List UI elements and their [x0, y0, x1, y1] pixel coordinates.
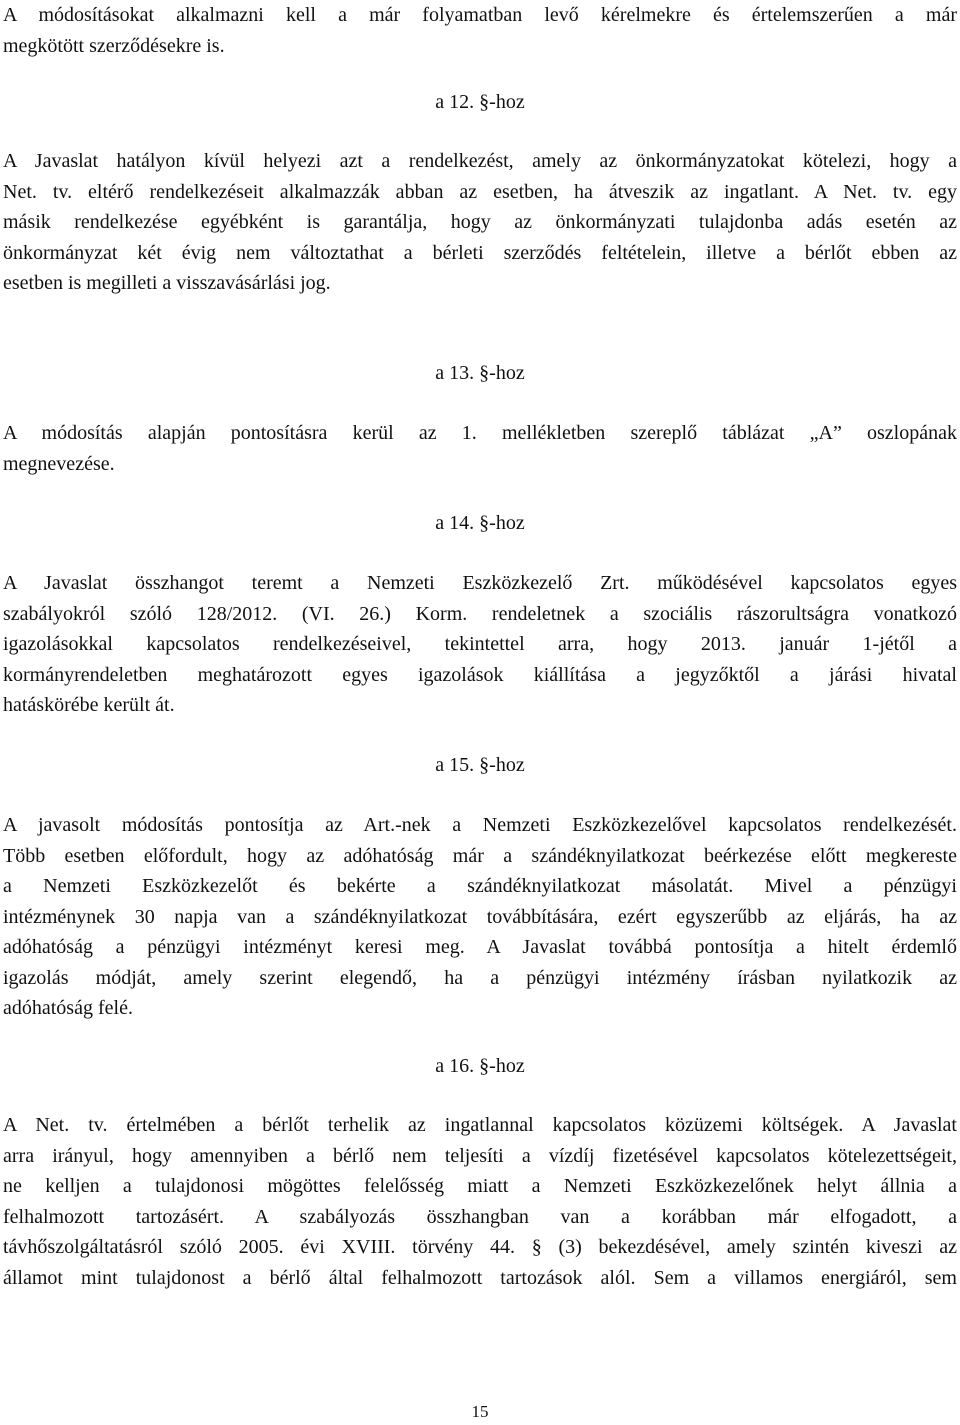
text-line: ne kelljen a tulajdonosi mögöttes felelősség miatt a Nemzeti Eszközkezelőnek helyt állnia a: [3, 1175, 957, 1197]
section-heading-14: a 14. §-hoz: [435, 512, 525, 534]
intro-paragraph: [3, 0, 957, 61]
text-line: A módosítás alapján pontosításra kerül az 1. mellékletben szereplő táblázat „A” oszlopának: [3, 422, 957, 444]
text-line: igazolásokkal kapcsolatos rendelkezéseivel, tekintettel arra, hogy 2013. január 1-jétől a: [3, 633, 957, 655]
text-line: arra irányul, hogy amennyiben a bérlő nem teljesíti a vízdíj fizetésével kapcsolatos kötelezettségeit,: [3, 1144, 957, 1167]
section-paragraph-12: [3, 146, 957, 299]
section-paragraph-13: [3, 418, 957, 479]
text-line: önkormányzat két évig nem változtathat a bérleti szerződés feltételein, illetve a bérlőt ebben az: [3, 241, 957, 264]
text-line: Több esetben előfordult, hogy az adóhatóság már a szándéknyilatkozat beérkezése előtt megkereste: [3, 844, 957, 867]
text-line: felhalmozott tartozásért. A szabályozás összhangban van a korábban már elfogadott, a: [3, 1205, 957, 1228]
section-heading-16: a 16. §-hoz: [435, 1055, 525, 1077]
text-line: A Javaslat összhangot teremt a Nemzeti Eszközkezelő Zrt. működésével kapcsolatos egyes: [3, 572, 957, 594]
text-line: kormányrendeletben meghatározott egyes igazolások kiállítása a jegyzőktől a járási hivatal: [3, 663, 957, 686]
text-line: adóhatóság felé.: [3, 997, 133, 1019]
text-line: megnevezése.: [3, 452, 115, 475]
section-heading-15: a 15. §-hoz: [435, 754, 525, 776]
section-paragraph-14: [3, 568, 957, 721]
page-number: 15: [471, 1402, 489, 1421]
text-line: távhőszolgáltatásról szóló 2005. évi XVIII. törvény 44. § (3) bekezdésével, amely szintén kiveszi az: [3, 1236, 957, 1258]
section-heading-12: a 12. §-hoz: [435, 91, 525, 113]
text-line: adóhatóság a pénzügyi intézményt keresi meg. A Javaslat továbbá pontosítja a hitelt érdemlő: [3, 936, 957, 958]
text-line: A módosításokat alkalmazni kell a már folyamatban levő kérelmekre és értelemszerűen a már: [3, 4, 957, 26]
text-line: Net. tv. eltérő rendelkezéseit alkalmazzák abban az esetben, ha átveszik az ingatlant. A Net. tv. egy: [3, 180, 957, 203]
text-line: másik rendelkezése egyébként is garantálja, hogy az önkormányzati tulajdonba adás esetén az: [3, 211, 957, 233]
text-line: intézménynek 30 napja van a szándéknyilatkozat továbbítására, ezért egyszerűbb az eljárás, ha az: [3, 905, 957, 928]
section-paragraph-15: [3, 810, 957, 1024]
text-line: a Nemzeti Eszközkezelőt és bekérte a szándéknyilatkozat másolatát. Mivel a pénzügyi: [3, 875, 957, 897]
text-line: államot mint tulajdonost a bérlő által felhalmozott tartozások alól. Sem a villamos energiáról, sem: [3, 1266, 957, 1289]
text-line: igazolás módját, amely szerint elegendő, ha a pénzügyi intézmény írásban nyilatkozik az: [3, 966, 957, 989]
text-line: A javasolt módosítás pontosítja az Art.-nek a Nemzeti Eszközkezelővel kapcsolatos rendelkezését.: [3, 814, 957, 836]
text-line: esetben is megilleti a visszavásárlási jog.: [3, 272, 331, 294]
text-line: szabályokról szóló 128/2012. (VI. 26.) Korm. rendeletnek a szociális rászorultságra vonatkozó: [3, 602, 957, 625]
section-heading-13: a 13. §-hoz: [435, 362, 525, 384]
text-line: megkötött szerződésekre is.: [3, 34, 225, 57]
section-paragraph-16: [3, 1110, 957, 1293]
text-line: A Javaslat hatályon kívül helyezi azt a rendelkezést, amely az önkormányzatokat kötelezi, hogy a: [3, 150, 957, 172]
text-line: A Net. tv. értelmében a bérlőt terhelik az ingatlannal kapcsolatos közüzemi költségek. A Javaslat: [3, 1114, 957, 1136]
text-line: hatáskörébe került át.: [3, 694, 175, 716]
